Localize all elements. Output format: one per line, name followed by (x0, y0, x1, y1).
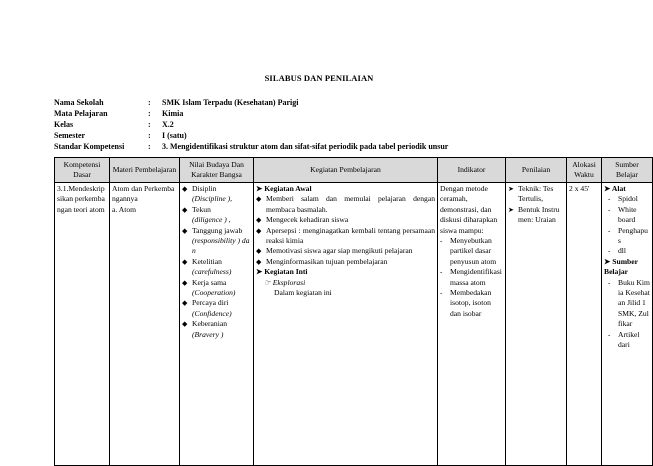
eksplorasi-label: Eksplorasi (272, 277, 306, 287)
list-item (608, 194, 650, 204)
info-row-competency (54, 141, 448, 152)
header-penilaian: Penilaian (506, 158, 567, 183)
arrow-bullet-icon: ➤ (256, 184, 265, 193)
nilai-english: (carefulness) (192, 267, 232, 277)
list-item (608, 278, 650, 330)
kegiatan-inti-title: Kegiatan Inti (264, 267, 308, 277)
info-value: X.2 (162, 120, 174, 129)
list-item (256, 215, 435, 225)
header-kompetensi: Kompetensi Dasar (55, 158, 110, 183)
arrow-bullet-icon: ➤ (604, 184, 612, 193)
kegiatan-inti-heading (256, 267, 435, 277)
arrow-bullet-icon: ➤ (604, 256, 613, 266)
sumber-title: Sumber Belajar (604, 256, 638, 277)
alat-item: White board (618, 204, 637, 225)
info-value: 3. Mengidentifikasi struktur atom dan sifat-sifat periodik pada tabel periodik unsur (162, 142, 449, 151)
cell-penilaian (506, 183, 567, 466)
eksplorasi-heading (256, 278, 435, 288)
list-item (608, 330, 650, 351)
kegiatan-item: Mengecek kehadiran siswa (266, 215, 349, 225)
nilai-english: (Discipline ), (192, 194, 233, 204)
info-row-school (54, 97, 448, 108)
list-item (182, 319, 251, 340)
kegiatan-awal-list (256, 194, 435, 267)
info-label: Semester (54, 131, 86, 140)
info-colon: : (148, 109, 151, 118)
diamond-bullet-icon: ◆ (182, 257, 188, 266)
materi-topic: Atom dan Perkembangannya (112, 184, 175, 204)
dash-bullet-icon: - (608, 330, 611, 339)
nilai-english: (responsibility ) dan (192, 236, 250, 256)
kegiatan-item: Memotivasi siswa agar siap mengikuti pelajaran (266, 246, 413, 256)
penilaian-list (508, 184, 564, 226)
table-row (55, 183, 653, 466)
kegiatan-item: Apersepsi : menginagatkan kembali tentang persamaan reaksi kimia (266, 225, 435, 246)
kegiatan-awal-heading (256, 184, 435, 194)
nilai-word: Percaya diri (192, 298, 229, 308)
indikator-intro: Dengan metode ceramah, demonstrasi, dan diskusi diharapkan siswa mampu: (440, 184, 498, 235)
list-item (440, 236, 503, 267)
sumber-item: Buku Kimia Kesehatan Jilid 1 SMK, Zulfikar (618, 277, 650, 329)
info-row-semester (54, 130, 448, 141)
header-sumber: Sumber Belajar (602, 158, 653, 183)
pointing-hand-icon: ☞ (264, 277, 273, 287)
nilai-word: Disiplin (192, 184, 217, 193)
materi-subtopic: a. Atom (112, 204, 137, 214)
nilai-english: (Bravery ) (192, 329, 224, 339)
header-indikator: Indikator (438, 158, 506, 183)
dash-bullet-icon: - (440, 237, 443, 246)
cell-nilai (180, 183, 254, 466)
alat-item: dll (618, 246, 627, 256)
nilai-word: Keberanian (192, 319, 227, 329)
inti-text: Dalam kegiatan ini (274, 288, 332, 298)
info-label: Nama Sekolah (54, 98, 104, 107)
list-item (256, 194, 435, 215)
alat-item: Penghapus (618, 225, 648, 246)
list-item (256, 246, 435, 256)
list-item (182, 298, 251, 319)
kegiatan-item: Menginformasikan tujuan pembelajaran (266, 256, 388, 266)
info-value: I (satu) (162, 131, 187, 140)
cell-kompetensi (55, 183, 110, 466)
info-label: Kelas (54, 120, 74, 129)
diamond-bullet-icon: ◆ (256, 226, 262, 235)
alat-title: Alat (611, 184, 626, 193)
penilaian-item: Teknik: Tes Tertulis, (518, 184, 554, 204)
dash-bullet-icon: - (608, 278, 611, 287)
info-colon: : (148, 131, 151, 140)
list-item (182, 257, 251, 278)
nilai-word: Ketelitian (192, 256, 222, 266)
alat-list (604, 194, 650, 256)
dash-bullet-icon: - (608, 205, 611, 214)
list-item (256, 257, 435, 267)
nilai-word: Tanggung jawab (192, 225, 243, 235)
diamond-bullet-icon: ◆ (182, 320, 188, 329)
list-item (440, 288, 503, 319)
page-title: SILABUS DAN PENILAIAN (264, 73, 374, 83)
diamond-bullet-icon: ◆ (256, 216, 262, 225)
info-row-class (54, 119, 448, 130)
alat-item: Spidol (618, 194, 638, 204)
nilai-word: Tekun (192, 204, 211, 214)
info-colon: : (148, 120, 151, 129)
nilai-english: (diligence ) , (192, 215, 231, 225)
info-colon: : (148, 98, 151, 107)
dash-bullet-icon: - (608, 195, 611, 204)
diamond-bullet-icon: ◆ (256, 257, 262, 266)
dash-bullet-icon: - (440, 289, 443, 298)
list-item (508, 184, 564, 205)
arrow-bullet-icon: ➤ (256, 267, 265, 277)
dash-bullet-icon: - (440, 268, 443, 277)
list-item (608, 226, 650, 247)
penilaian-item: Bentuk Instrumen: Uraian (518, 204, 560, 225)
arrow-bullet-icon: ➤ (508, 205, 514, 214)
indikator-item: Menyebutkan partikel dasar penyusun atom (450, 236, 497, 266)
nilai-english: (Cooperation) (192, 288, 236, 298)
alokasi-value: 2 x 45' (569, 184, 590, 193)
diamond-bullet-icon: ◆ (182, 205, 188, 214)
list-item (182, 278, 251, 299)
list-item (182, 205, 251, 226)
diamond-bullet-icon: ◆ (256, 247, 262, 256)
diamond-bullet-icon: ◆ (182, 278, 188, 287)
cell-indikator (438, 183, 506, 466)
arrow-bullet-icon: ➤ (508, 185, 514, 193)
identity-block (54, 97, 448, 152)
header-materi: Materi Pembelajaran (110, 158, 180, 183)
kegiatan-item: Memberi salam dan memulai pelajaran dengan membaca basmalah. (266, 194, 435, 214)
header-kegiatan: Kegiatan Pembelajaran (254, 158, 438, 183)
diamond-bullet-icon: ◆ (182, 299, 188, 308)
diamond-bullet-icon: ◆ (256, 195, 262, 204)
info-label: Mata Pelajaran (54, 109, 108, 118)
alat-heading (604, 184, 650, 194)
indikator-item: Membedakan isotop, isoton dan isobar (450, 288, 492, 318)
cell-alokasi (567, 183, 602, 466)
header-nilai: Nilai Budaya Dan Karakter Bangsa (180, 158, 254, 183)
header-alokasi: Alokasi Waktu (567, 158, 602, 183)
nilai-word: Kerja sama (192, 277, 227, 287)
dash-bullet-icon: - (608, 247, 611, 256)
cell-materi (110, 183, 180, 466)
list-item (182, 226, 251, 257)
kegiatan-awal-title: Kegiatan Awal (264, 184, 312, 193)
diamond-bullet-icon: ◆ (182, 185, 188, 193)
indikator-list (440, 236, 503, 319)
list-item (182, 184, 251, 205)
info-label: Standar Kompetensi (54, 142, 125, 151)
table-header-row (55, 158, 653, 183)
list-item (608, 246, 650, 256)
kd-text: 3.1.Mendeskripsikan perkembangan teori atom (57, 184, 105, 214)
list-item (256, 226, 435, 247)
diamond-bullet-icon: ◆ (182, 226, 188, 235)
syllabus-table (54, 157, 653, 466)
dash-bullet-icon: - (608, 226, 611, 235)
list-item (608, 205, 650, 226)
info-colon: : (148, 142, 151, 151)
list-item (508, 205, 564, 226)
nilai-list (182, 184, 251, 340)
info-value: Kimia (162, 109, 184, 118)
sumber-item: Artikel dari (618, 329, 640, 350)
info-row-subject (54, 108, 448, 119)
sumber-heading (604, 257, 650, 278)
sumber-list (604, 278, 650, 351)
list-item (440, 267, 503, 288)
info-value: SMK Islam Terpadu (Kesehatan) Parigi (162, 98, 299, 107)
indikator-item: Mengidentifikasi massa atom (450, 267, 502, 287)
cell-kegiatan (254, 183, 438, 466)
nilai-english: (Confidence) (192, 308, 232, 318)
cell-sumber (602, 183, 653, 466)
